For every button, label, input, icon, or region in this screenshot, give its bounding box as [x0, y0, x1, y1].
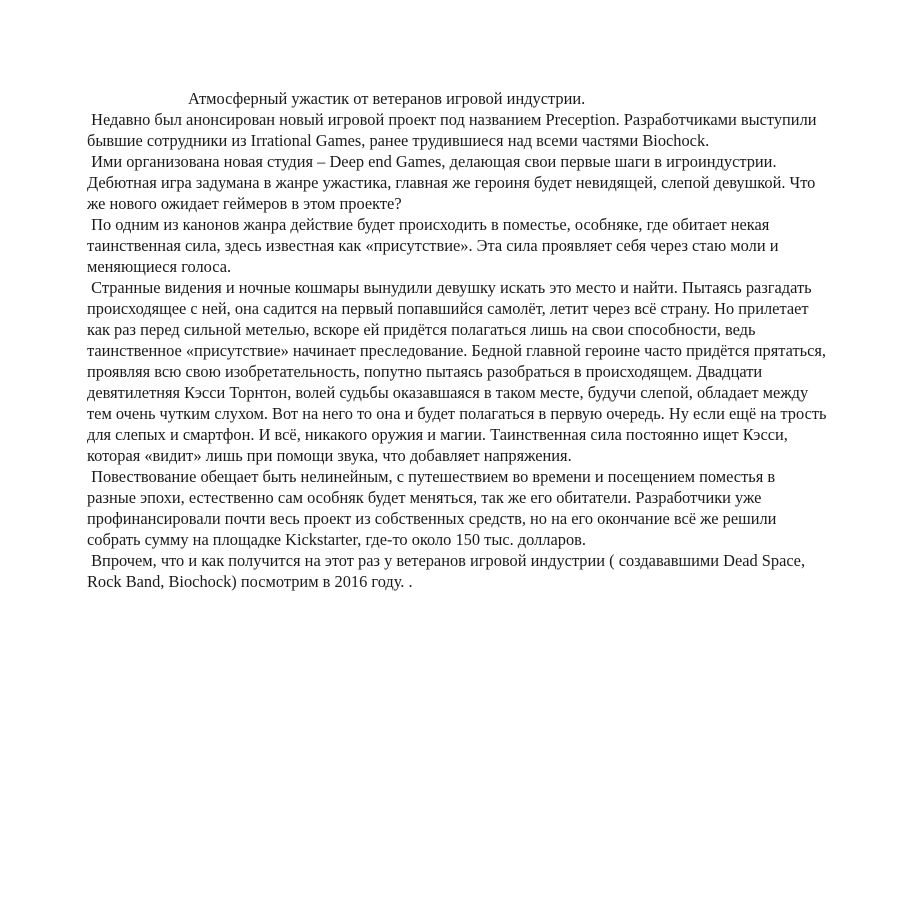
- paragraph-3: По одним из канонов жанра действие будет происходить в поместье, особняке, где обитает некая таинственная сила, здесь известная как «присутствие». Эта сила проявляет себя через стаю моли и меняющиеся голоса.: [87, 215, 779, 276]
- document-title: Атмосферный ужастик от ветеранов игровой индустрии.: [188, 89, 586, 108]
- paragraph-5: Повествование обещает быть нелинейным, с путешествием во времени и посещением поместья в разные эпохи, естественно сам особняк будет меняться, так же его обитатели. Разработчики уже профинансировали почти весь проект из собственных средств, но на его окончание всё же решили собрать сумму на площадке Kickstarter, где-то около 150 тыс. долларов.: [87, 467, 777, 549]
- document-page: [87, 88, 827, 592]
- paragraph-1: Недавно был анонсирован новый игровой проект под названием Preception. Разработчиками выступили бывшие сотрудники из Irrational Games, ранее трудившиеся над всеми частями Biochock.: [87, 110, 817, 150]
- paragraph-2: Ими организована новая студия – Deep end Games, делающая свои первые шаги в игроиндустрии. Дебютная игра задумана в жанре ужастика, главная же героиня будет невидящей, слепой девушкой. Что же нового ожидает геймеров в этом проекте?: [87, 152, 816, 213]
- paragraph-6: Впрочем, что и как получится на этот раз у ветеранов игровой индустрии ( создававшими Dead Space, Rock Band, Biochock) посмотрим в 2016 году. .: [87, 551, 806, 591]
- paragraph-4: Странные видения и ночные кошмары вынудили девушку искать это место и найти. Пытаясь разгадать происходящее с ней, она садится на первый попавшийся самолёт, летит через всё страну. Но прилетает как раз перед сильной метелью, вскоре ей придётся полагаться лишь на свои способности, ведь таинственное «присутствие» начинает преследование. Бедной главной героине часто придётся прятаться, проявляя всю свою изобретательность, попутно пытаясь разобраться в происходящем. Двадцати девятилетняя Кэсси Торнтон, волей судьбы оказавшаяся в таком месте, будучи слепой, обладает между тем очень чутким слухом. Вот на него то она и будет полагаться в первую очередь. Ну если ещё на трость для слепых и смартфон. И всё, никакого оружия и магии. Таинственная сила постоянно ищет Кэсси, которая «видит» лишь при помощи звука, что добавляет напряжения.: [87, 278, 827, 465]
